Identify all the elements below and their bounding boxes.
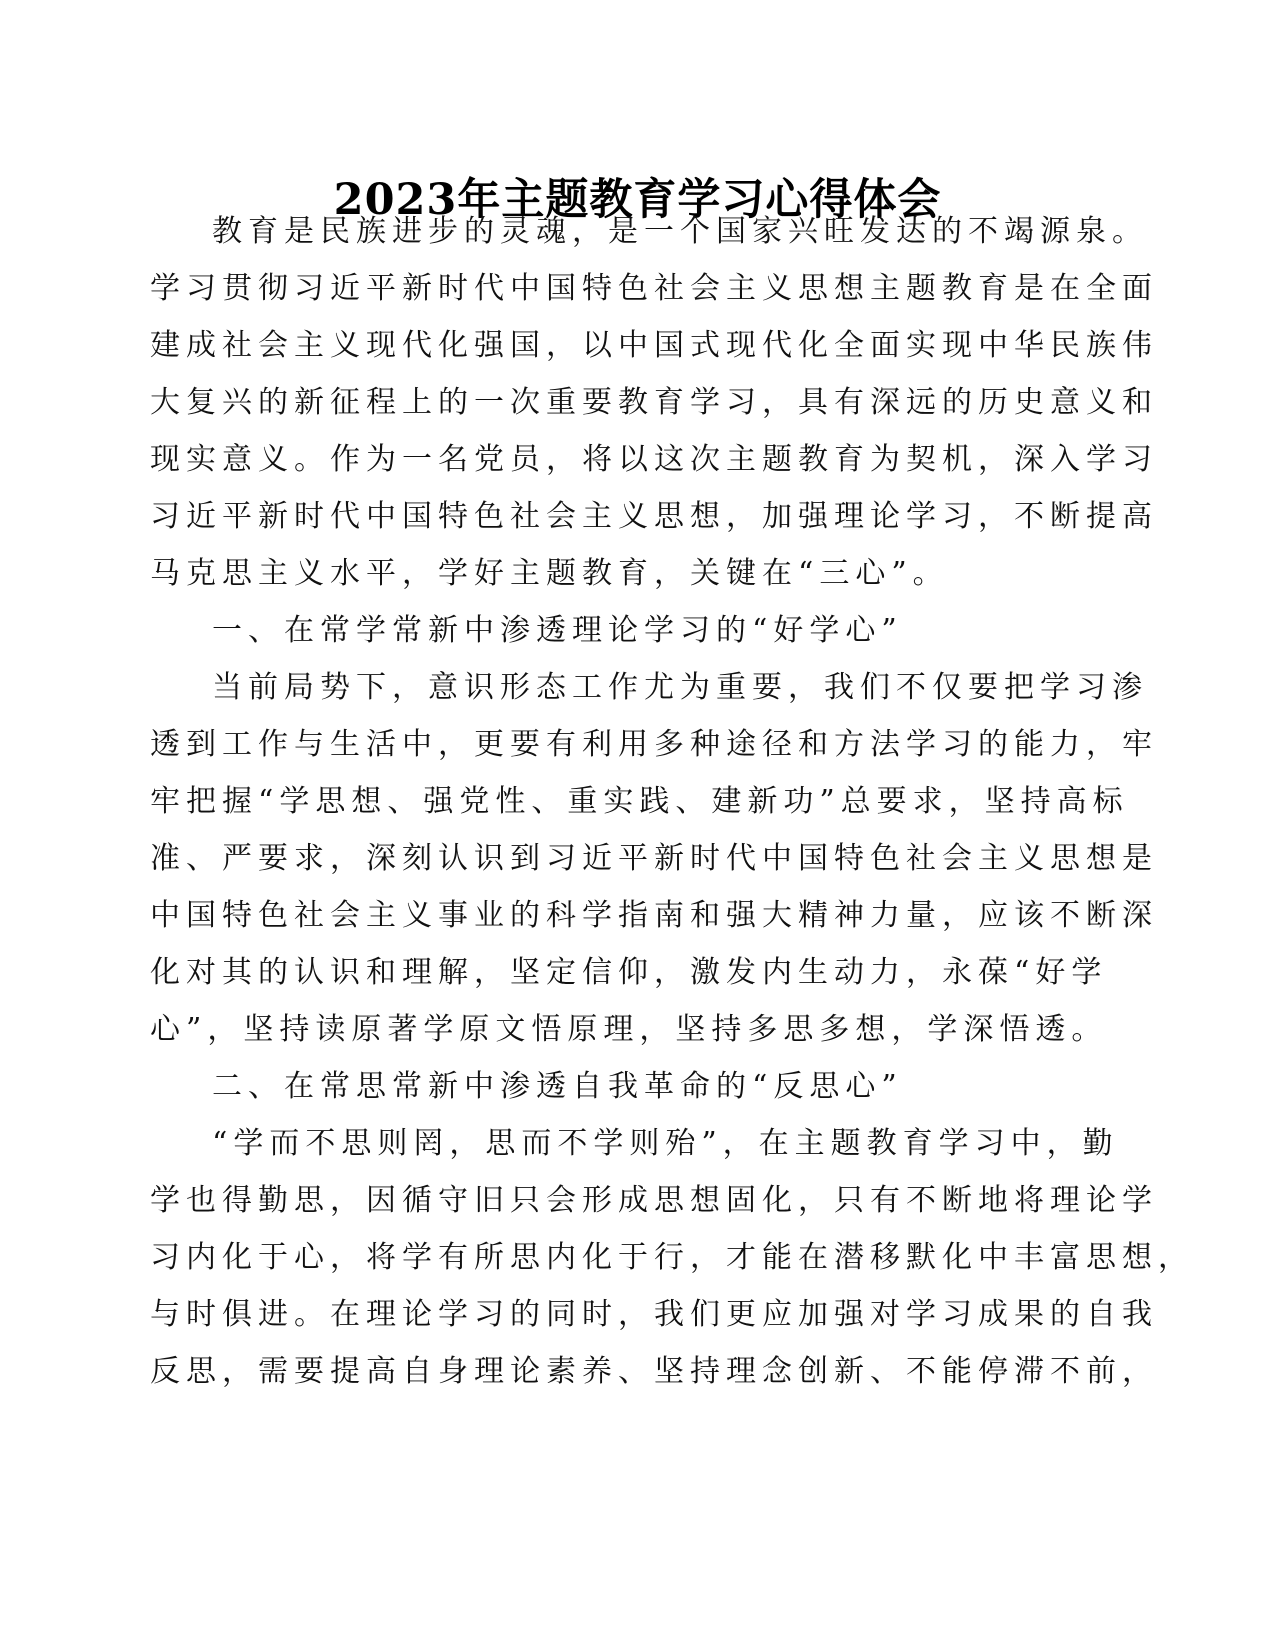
paragraph-line: 准、严要求，深刻认识到习近平新时代中国特色社会主义思想是: [150, 841, 1158, 876]
paragraph-line: 化对其的认识和理解，坚定信仰，激发内生动力，永葆“好学: [150, 955, 1108, 990]
paragraph-line: 与时俱进。在理论学习的同时，我们更应加强对学习成果的自我: [150, 1297, 1158, 1332]
section-heading: 二、在常思常新中渗透自我革命的“反思心”: [212, 1069, 903, 1104]
section-heading: 一、在常学常新中渗透理论学习的“好学心”: [212, 613, 903, 648]
paragraph-line: “学而不思则罔，思而不学则殆”，在主题教育学习中，勤: [212, 1126, 1119, 1161]
paragraph-line: 大复兴的新征程上的一次重要教育学习，具有深远的历史意义和: [150, 385, 1158, 420]
paragraph-line: 心”，坚持读原著学原文悟原理，坚持多思多想，学深悟透。: [150, 1012, 1108, 1047]
paragraph-line: 建成社会主义现代化强国，以中国式现代化全面实现中华民族伟: [150, 328, 1158, 363]
paragraph-line: 中国特色社会主义事业的科学指南和强大精神力量，应该不断深: [150, 898, 1158, 933]
paragraph-line: 透到工作与生活中，更要有利用多种途径和方法学习的能力，牢: [150, 727, 1158, 762]
paragraph-line: 教育是民族进步的灵魂，是一个国家兴旺发达的不竭源泉。: [212, 214, 1148, 249]
paragraph-line: 现实意义。作为一名党员，将以这次主题教育为契机，深入学习: [150, 442, 1158, 477]
document-body: [150, 203, 1194, 1400]
paragraph-line: 习内化于心，将学有所思内化于行，才能在潜移默化中丰富思想，: [150, 1240, 1194, 1275]
paragraph-line: 牢把握“学思想、强党性、重实践、建新功”总要求，坚持高标: [150, 784, 1129, 819]
paragraph-line: 学也得勤思，因循守旧只会形成思想固化，只有不断地将理论学: [150, 1183, 1158, 1218]
paragraph-line: 马克思主义水平，学好主题教育，关键在“三心”。: [150, 556, 949, 591]
document-title: 2023年主题教育学习心得体会: [333, 175, 942, 225]
paragraph-line: 反思，需要提高自身理论素养、坚持理念创新、不能停滞不前，: [150, 1354, 1158, 1389]
paragraph-line: 学习贯彻习近平新时代中国特色社会主义思想主题教育是在全面: [150, 271, 1158, 306]
paragraph-line: 习近平新时代中国特色社会主义思想，加强理论学习，不断提高: [150, 499, 1158, 534]
paragraph-line: 当前局势下，意识形态工作尤为重要，我们不仅要把学习渗: [212, 670, 1148, 705]
